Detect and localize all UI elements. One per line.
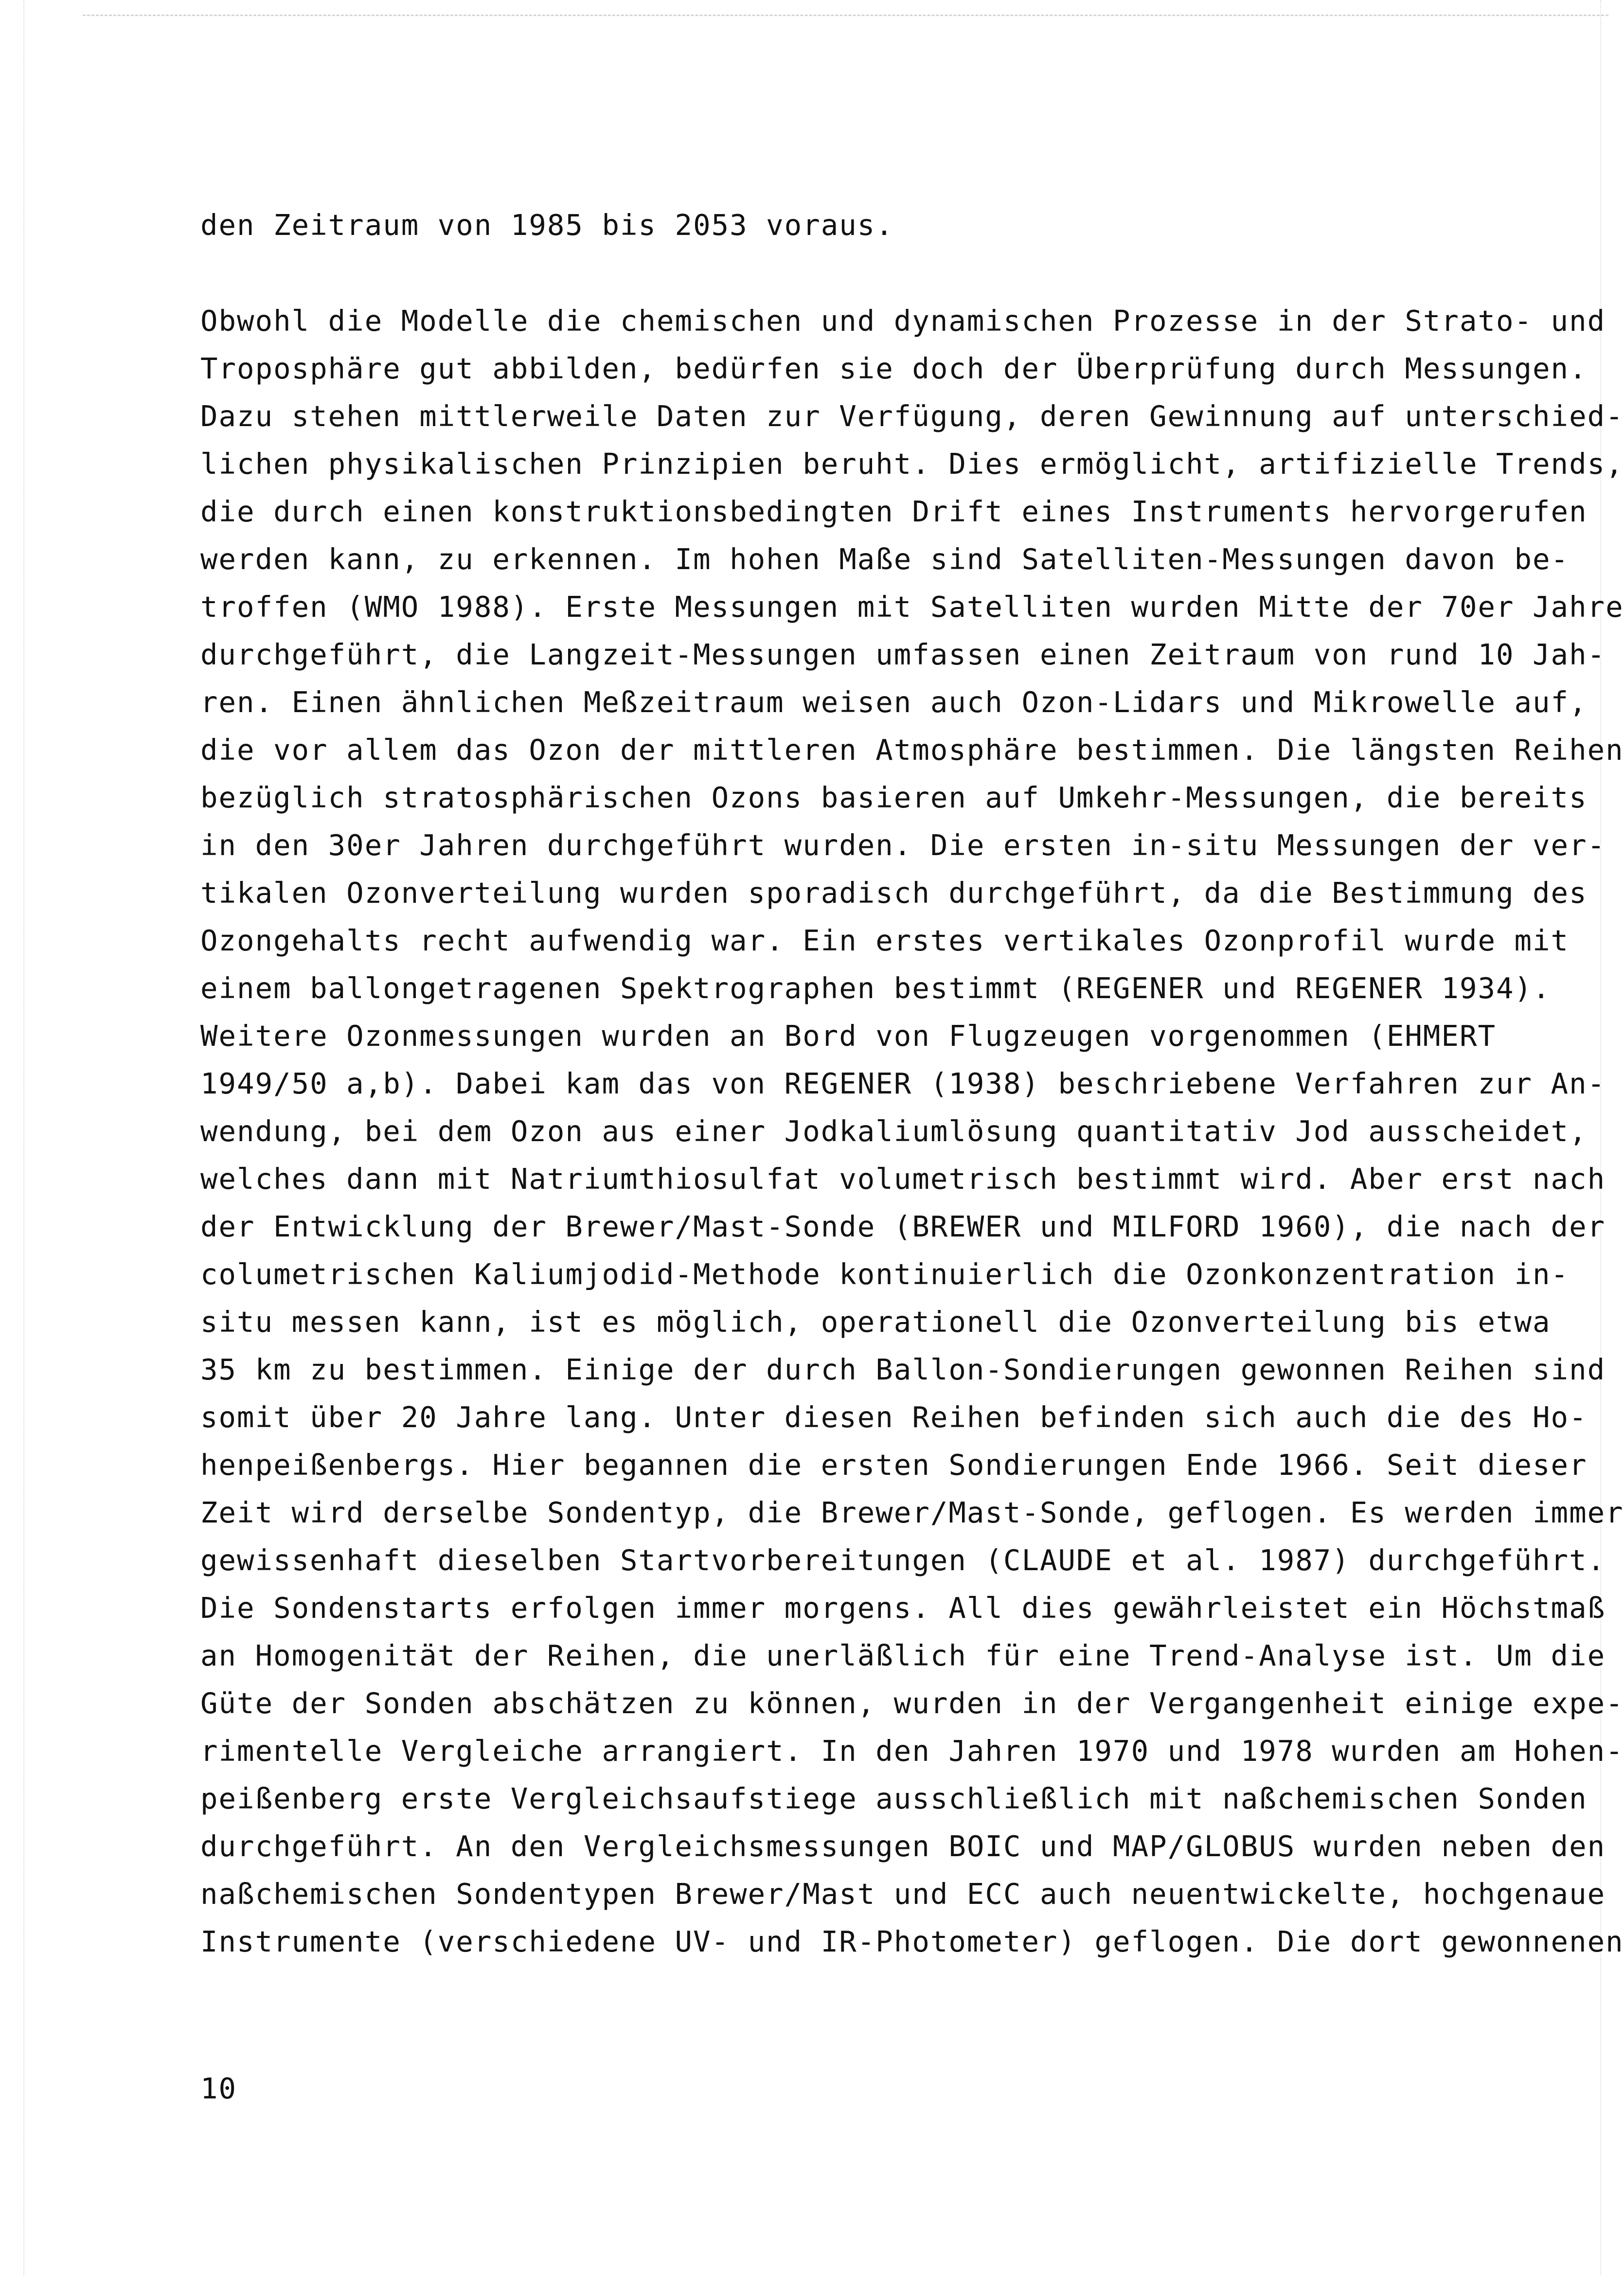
paragraph-2-line-17: 1949/50 a,b). Dabei kam das von REGENER (1938) beschriebene Verfahren zur An- [200, 1067, 1606, 1100]
paragraph-2-line-32: peißenberg erste Vergleichsaufstiege ausschließlich mit naßchemischen Sonden [200, 1782, 1588, 1815]
paragraph-2-line-9: ren. Einen ähnlichen Meßzeitraum weisen auch Ozon-Lidars und Mikrowelle auf, [200, 685, 1588, 719]
paragraph-2-line-33: durchgeführt. An den Vergleichsmessungen BOIC und MAP/GLOBUS wurden neben den [200, 1829, 1606, 1863]
paragraph-2-line-22: situ messen kann, ist es möglich, operationell die Ozonverteilung bis etwa [200, 1305, 1551, 1339]
paragraph-2-line-10: die vor allem das Ozon der mittleren Atmosphäre bestimmen. Die längsten Reihen [200, 733, 1624, 767]
scan-edge-top [83, 15, 1608, 16]
paragraph-2-line-35: Instrumente (verschiedene UV- und IR-Photometer) geflogen. Die dort gewonnenen [200, 1925, 1624, 1958]
paragraph-2-line-18: wendung, bei dem Ozon aus einer Jodkaliumlösung quantitativ Jod ausscheidet, [200, 1114, 1588, 1148]
paragraph-1-line-1: den Zeitraum von 1985 bis 2053 voraus. [200, 208, 894, 242]
paragraph-2-line-16: Weitere Ozonmessungen wurden an Bord von Flugzeugen vorgenommen (EHMERT [200, 1019, 1496, 1053]
scan-edge-left [23, 0, 24, 2275]
paragraph-2-line-15: einem ballongetragenen Spektrographen bestimmt (REGENER und REGENER 1934). [200, 971, 1551, 1005]
paragraph-2-line-27: gewissenhaft dieselben Startvorbereitungen (CLAUDE et al. 1987) durchgeführt. [200, 1543, 1606, 1577]
paragraph-2-line-23: 35 km zu bestimmen. Einige der durch Ballon-Sondierungen gewonnen Reihen sind [200, 1353, 1606, 1386]
paragraph-2-line-5: die durch einen konstruktionsbedingten Drift eines Instruments hervorgerufen [200, 495, 1588, 528]
paragraph-2-line-1: Obwohl die Modelle die chemischen und dynamischen Prozesse in der Strato- und [200, 304, 1606, 338]
page-number: 10 [200, 2072, 237, 2105]
paragraph-2-line-11: bezüglich stratosphärischen Ozons basieren auf Umkehr-Messungen, die bereits [200, 781, 1588, 814]
paragraph-2-line-3: Dazu stehen mittlerweile Daten zur Verfügung, deren Gewinnung auf unterschied- [200, 399, 1624, 433]
paragraph-2-line-2: Troposphäre gut abbilden, bedürfen sie doch der Überprüfung durch Messungen. [200, 352, 1588, 385]
paragraph-2-line-12: in den 30er Jahren durchgeführt wurden. Die ersten in-situ Messungen der ver- [200, 828, 1606, 862]
paragraph-2-line-20: der Entwicklung der Brewer/Mast-Sonde (BREWER und MILFORD 1960), die nach der [200, 1210, 1606, 1243]
paragraph-2-line-29: an Homogenität der Reihen, die unerläßlich für eine Trend-Analyse ist. Um die [200, 1639, 1606, 1672]
paragraph-2-line-31: rimentelle Vergleiche arrangiert. In den Jahren 1970 und 1978 wurden am Hohen- [200, 1734, 1624, 1768]
paragraph-2-line-7: troffen (WMO 1988). Erste Messungen mit Satelliten wurden Mitte der 70er Jahre [200, 590, 1624, 624]
paragraph-2-line-28: Die Sondenstarts erfolgen immer morgens. All dies gewährleistet ein Höchstmaß [200, 1591, 1606, 1625]
paragraph-2-line-4: lichen physikalischen Prinzipien beruht. Dies ermöglicht, artifizielle Trends, [200, 447, 1624, 481]
paragraph-2-line-30: Güte der Sonden abschätzen zu können, wurden in der Vergangenheit einige expe- [200, 1686, 1624, 1720]
paragraph-2-line-13: tikalen Ozonverteilung wurden sporadisch durchgeführt, da die Bestimmung des [200, 876, 1588, 910]
paragraph-2-line-26: Zeit wird derselbe Sondentyp, die Brewer/Mast-Sonde, geflogen. Es werden immer [200, 1496, 1624, 1529]
paragraph-2-line-21: columetrischen Kaliumjodid-Methode kontinuierlich die Ozonkonzentration in- [200, 1257, 1570, 1291]
paragraph-2-line-24: somit über 20 Jahre lang. Unter diesen Reihen befinden sich auch die des Ho- [200, 1400, 1588, 1434]
paragraph-2-line-6: werden kann, zu erkennen. Im hohen Maße sind Satelliten-Messungen davon be- [200, 542, 1570, 576]
paragraph-2-line-14: Ozongehalts recht aufwendig war. Ein erstes vertikales Ozonprofil wurde mit [200, 924, 1570, 957]
paragraph-2-line-8: durchgeführt, die Langzeit-Messungen umfassen einen Zeitraum von rund 10 Jah- [200, 638, 1606, 671]
paragraph-2-line-34: naßchemischen Sondentypen Brewer/Mast und ECC auch neuentwickelte, hochgenaue [200, 1877, 1606, 1911]
paragraph-2-line-19: welches dann mit Natriumthiosulfat volumetrisch bestimmt wird. Aber erst nach [200, 1162, 1606, 1196]
paragraph-2-line-25: henpeißenbergs. Hier begannen die ersten Sondierungen Ende 1966. Seit dieser [200, 1448, 1588, 1482]
